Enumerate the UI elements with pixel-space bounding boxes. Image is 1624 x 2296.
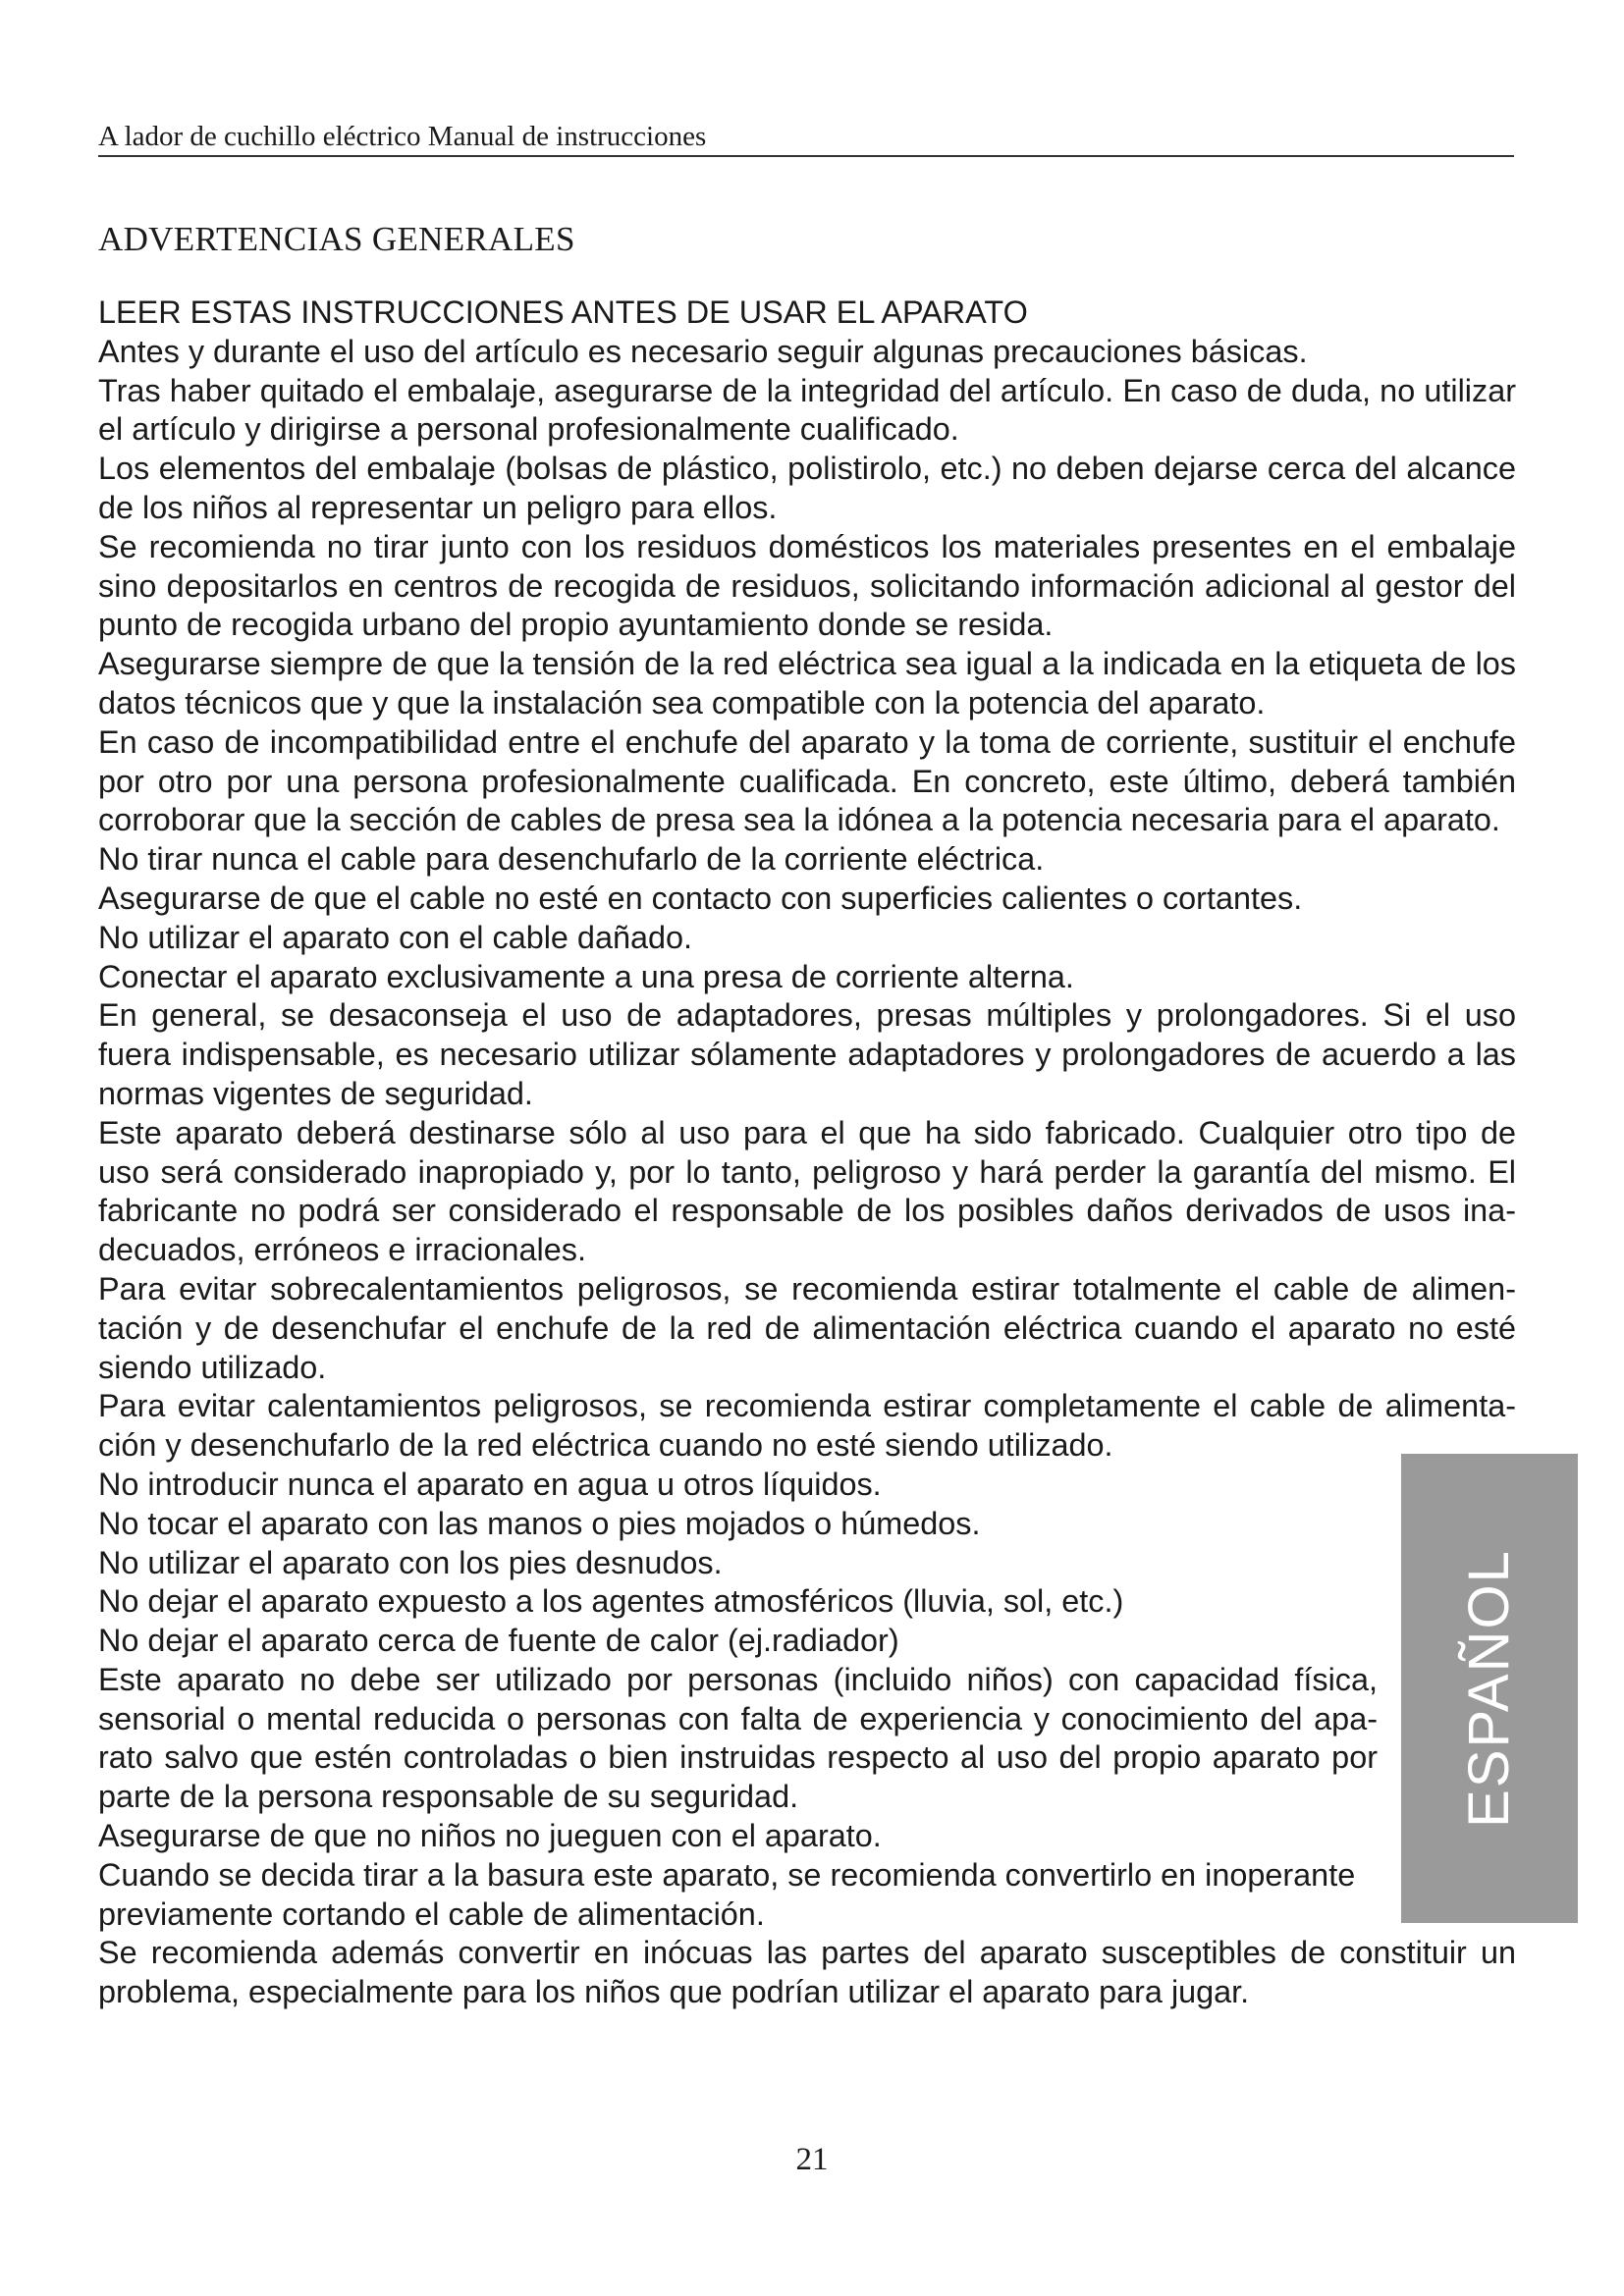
paragraph <box>98 1114 1516 1270</box>
text-line: problema, especialmente para los niños que podrían utilizar el aparato para jugar. <box>98 1974 1250 2010</box>
warnings-body <box>98 294 1516 2012</box>
text-line: Asegurarse de que el cable no esté en contacto con superficies calientes o cortantes. <box>98 880 1303 916</box>
text-line: tación y de desenchufar el enchufe de la red de alimentación eléctrica cuando el aparato no esté <box>98 1309 1516 1346</box>
text-line: rato salvo que estén controladas o bien instruidas respecto al uso del propio aparato por <box>98 1739 1378 1776</box>
text-line: No utilizar el aparato con los pies desnudos. <box>98 1544 723 1580</box>
text-line: No utilizar el aparato con el cable dañado. <box>98 919 693 955</box>
text-line: No tocar el aparato con las manos o pies mojados o húmedos. <box>98 1505 981 1541</box>
text-line: por otro por una persona profesionalmente cualificada. En concreto, este último, deberá también <box>98 763 1516 799</box>
text-line: Tras haber quitado el embalaje, asegurarse de la integridad del artículo. En caso de duda, no utilizar <box>98 372 1516 408</box>
text-line: Antes y durante el uso del artículo es necesario seguir algunas precauciones básicas. <box>98 333 1308 369</box>
section-title: ADVERTENCIAS GENERALES <box>98 220 575 258</box>
paragraph <box>98 1505 1516 1544</box>
text-line: fabricante no podrá ser considerado el responsable de los posibles daños derivados de usos ina- <box>98 1193 1516 1229</box>
paragraph <box>98 450 1516 528</box>
paragraph <box>98 1817 1516 1856</box>
text-line: Este aparato deberá destinarse sólo al uso para el que ha sido fabricado. Cualquier otro tipo de <box>98 1114 1516 1150</box>
paragraph <box>98 1622 1516 1661</box>
paragraph <box>98 1661 1516 1817</box>
paragraph <box>98 996 1516 1113</box>
text-line: corroborar que la sección de cables de presa sea la idónea a la potencia necesaria para el aparato. <box>98 802 1500 838</box>
text-line: sensorial o mental reducida o personas con falta de experiencia y conocimiento del apa- <box>98 1700 1378 1736</box>
paragraph <box>98 1856 1516 1935</box>
text-line: el artículo y dirigirse a personal profesionalmente cualificado. <box>98 411 959 448</box>
text-line: Asegurarse siempre de que la tensión de la red eléctrica sea igual a la indicada en la etiqueta de los <box>98 646 1516 682</box>
text-line: No introducir nunca el aparato en agua u otros líquidos. <box>98 1466 882 1502</box>
text-line: Este aparato no debe ser utilizado por personas (incluido niños) con capacidad física, <box>98 1661 1378 1697</box>
paragraph <box>98 919 1516 958</box>
text-line: ción y desenchufarlo de la red eléctrica cuando no esté siendo utilizado. <box>98 1427 1113 1464</box>
page-number: 21 <box>795 2142 829 2177</box>
text-line: En general, se desaconseja el uso de adaptadores, presas múltiples y prolongadores. Si el uso <box>98 997 1516 1034</box>
running-header: A lador de cuchillo eléctrico Manual de instrucciones <box>98 121 707 152</box>
text-line: Para evitar calentamientos peligrosos, se recomienda estirar completamente el cable de alimenta- <box>98 1388 1516 1424</box>
language-side-tab <box>1401 1454 1578 1923</box>
text-line: siendo utilizado. <box>98 1349 327 1385</box>
text-line: No tirar nunca el cable para desenchufarlo de la corriente eléctrica. <box>98 841 1045 878</box>
paragraph <box>98 294 1516 333</box>
text-line: punto de recogida urbano del propio ayuntamiento donde se resida. <box>98 607 1054 643</box>
text-line: En caso de incompatibilidad entre el enchufe del aparato y la toma de corriente, sustituir el enchufe <box>98 723 1516 760</box>
paragraph <box>98 1387 1516 1466</box>
text-line: de los niños al representar un peligro para ellos. <box>98 489 778 525</box>
paragraph <box>98 1544 1516 1583</box>
language-side-tab-label: ESPAÑOL <box>1457 1549 1521 1828</box>
text-line: datos técnicos que y que la instalación sea compatible con la potencia del aparato. <box>98 684 1266 721</box>
text-line: previamente cortando el cable de alimentación. <box>98 1896 765 1932</box>
text-line: fuera indispensable, es necesario utilizar sólamente adaptadores y prolongadores de acuerdo a las <box>98 1037 1516 1073</box>
text-line: LEER ESTAS INSTRUCCIONES ANTES DE USAR EL APARATO <box>98 294 1028 330</box>
paragraph <box>98 880 1516 919</box>
text-line: Se recomienda no tirar junto con los residuos domésticos los materiales presentes en el embalaje <box>98 528 1516 564</box>
text-line: Los elementos del embalaje (bolsas de plástico, polistirolo, etc.) no deben dejarse cerca del alcance <box>98 451 1516 487</box>
header-divider <box>98 155 1514 157</box>
text-line: Para evitar sobrecalentamientos peligrosos, se recomienda estirar totalmente el cable de alimen- <box>98 1270 1516 1307</box>
text-line: sino depositarlos en centros de recogida de residuos, solicitando información adicional al gestor del <box>98 567 1516 604</box>
paragraph <box>98 1466 1516 1505</box>
paragraph <box>98 958 1516 997</box>
paragraph <box>98 372 1516 451</box>
text-line: Conectar el aparato exclusivamente a una presa de corriente alterna. <box>98 958 1074 994</box>
text-line: parte de la persona responsable de su seguridad. <box>98 1779 799 1815</box>
text-line: uso será considerado inapropiado y, por lo tanto, peligroso y hará perder la garantía del mismo. El <box>98 1153 1516 1190</box>
text-line: No dejar el aparato expuesto a los agentes atmosféricos (lluvia, sol, etc.) <box>98 1583 1124 1620</box>
text-line: Cuando se decida tirar a la basura este aparato, se recomienda convertirlo en inoperante <box>98 1856 1356 1893</box>
paragraph <box>98 840 1516 880</box>
text-line: normas vigentes de seguridad. <box>98 1075 533 1111</box>
paragraph <box>98 1582 1516 1622</box>
text-line: No dejar el aparato cerca de fuente de calor (ej.radiador) <box>98 1623 899 1659</box>
paragraph <box>98 645 1516 723</box>
paragraph <box>98 1934 1516 2012</box>
paragraph <box>98 333 1516 372</box>
text-line: Asegurarse de que no niños no jueguen con el aparato. <box>98 1818 882 1854</box>
paragraph <box>98 1270 1516 1387</box>
text-line: Se recomienda además convertir en inócuas las partes del aparato susceptibles de constituir un <box>98 1935 1516 1971</box>
paragraph <box>98 528 1516 645</box>
paragraph <box>98 723 1516 840</box>
text-line: decuados, erróneos e irracionales. <box>98 1232 586 1268</box>
